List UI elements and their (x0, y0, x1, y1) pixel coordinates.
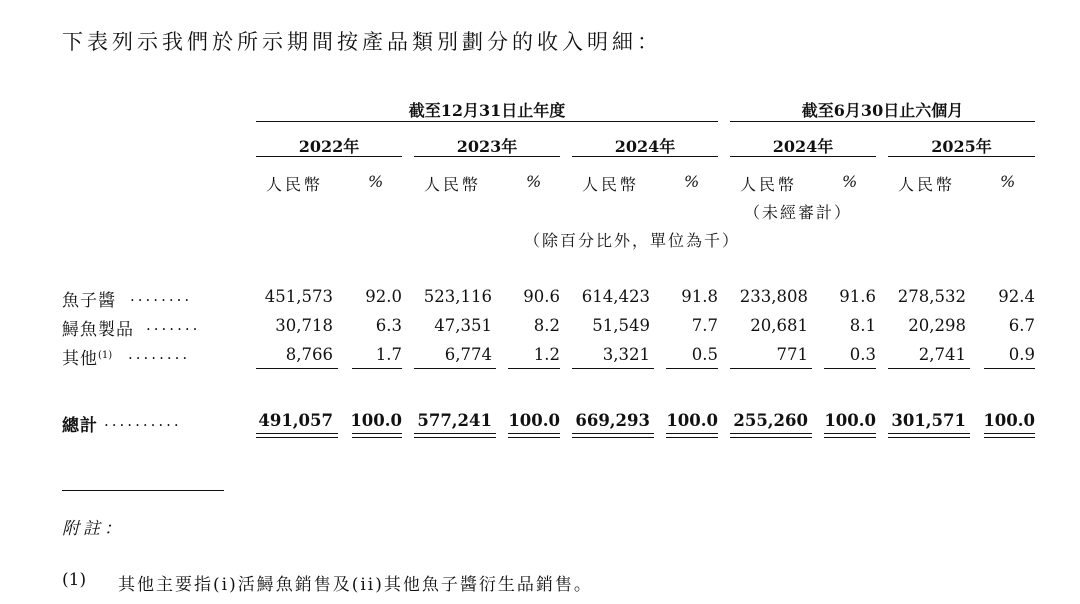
subtotal-rule (666, 368, 718, 369)
row-label (62, 344, 112, 369)
percent-cell: 0.5 (691, 345, 718, 364)
amount-cell: 3,321 (602, 345, 650, 364)
group-underline (256, 121, 718, 122)
total-double-rule (888, 433, 970, 438)
group-header: 截至6月30日止六個月 (801, 101, 964, 120)
amount-cell: 523,116 (423, 287, 492, 306)
amount-cell: 8,766 (285, 345, 333, 364)
currency-unit: 人民幣 (740, 175, 798, 194)
footnote-title: 附註： (62, 519, 125, 539)
leader-dots: .......... (104, 412, 182, 430)
amount-cell: 451,573 (264, 287, 333, 306)
amount-cell: 47,351 (434, 316, 492, 335)
group-underline (730, 121, 1035, 122)
subtotal-rule (730, 368, 812, 369)
footnote-ref: (1) (98, 350, 113, 361)
amount-cell: 614,423 (581, 287, 650, 306)
amount-cell: 51,549 (592, 316, 650, 335)
subtotal-rule (888, 368, 970, 369)
amount-cell: 30,718 (275, 316, 333, 335)
period-underline (414, 156, 560, 157)
unaudited-note: （未經審計） (744, 203, 853, 222)
period-underline (572, 156, 718, 157)
currency-unit: 人民幣 (266, 175, 324, 194)
percent-cell: 7.7 (691, 316, 718, 335)
total-amount: 669,293 (575, 411, 650, 430)
total-percent: 100.0 (824, 411, 876, 430)
percent-header: % (842, 172, 858, 191)
period-year: 2025年 (931, 137, 992, 156)
footnote-rule (62, 490, 224, 491)
period-year: 2024年 (772, 137, 834, 156)
footnote-text: 其他主要指(i)活鱘魚銷售及(ii)其他魚子醬衍生品銷售。 (118, 575, 593, 595)
group-header: 截至12月31日止年度 (408, 101, 566, 120)
total-double-rule (352, 433, 402, 438)
percent-cell: 91.6 (839, 287, 876, 306)
footnote-marker: (1) (62, 570, 87, 590)
percent-cell: 1.2 (533, 345, 560, 364)
period-year: 2022年 (298, 137, 360, 156)
total-double-rule (256, 433, 338, 438)
percent-cell: 91.8 (681, 287, 718, 306)
total-percent: 100.0 (508, 411, 560, 430)
period-underline (888, 156, 1035, 157)
subtotal-rule (572, 368, 654, 369)
percent-header: % (368, 172, 384, 191)
unit-note: （除百分比外，單位為千） (524, 231, 741, 250)
percent-cell: 90.6 (523, 287, 560, 306)
amount-cell: 20,681 (750, 316, 808, 335)
percent-header: % (684, 172, 700, 191)
period-year: 2024年 (614, 137, 676, 156)
percent-cell: 0.9 (1008, 345, 1035, 364)
amount-cell: 771 (776, 345, 808, 364)
leader-dots: ....... (146, 316, 201, 334)
row-label-text: 鱘魚製品 (62, 320, 134, 340)
leader-dots: ........ (128, 345, 191, 363)
amount-cell: 20,298 (908, 316, 966, 335)
percent-cell: 92.0 (365, 287, 402, 306)
total-amount: 301,571 (891, 411, 966, 430)
total-double-rule (572, 433, 654, 438)
currency-unit: 人民幣 (898, 175, 956, 194)
intro-text: 下表列示我們於所示期間按產品類別劃分的收入明細： (62, 30, 662, 54)
subtotal-rule (984, 368, 1035, 369)
total-double-rule (666, 433, 718, 438)
total-double-rule (824, 433, 876, 438)
period-underline (730, 156, 876, 157)
row-label (62, 286, 116, 311)
percent-cell: 1.7 (375, 345, 402, 364)
amount-cell: 2,741 (918, 345, 966, 364)
percent-header: % (526, 172, 542, 191)
total-percent: 100.0 (666, 411, 718, 430)
currency-unit: 人民幣 (582, 175, 640, 194)
row-label-text: 其他 (62, 349, 98, 369)
percent-cell: 92.4 (998, 287, 1035, 306)
percent-cell: 0.3 (849, 345, 876, 364)
subtotal-rule (256, 368, 338, 369)
total-double-rule (730, 433, 812, 438)
row-label (62, 315, 134, 340)
total-amount: 577,241 (417, 411, 492, 430)
leader-dots: ........ (130, 287, 193, 305)
percent-cell: 6.7 (1008, 316, 1035, 335)
currency-unit: 人民幣 (424, 175, 482, 194)
total-percent: 100.0 (983, 411, 1035, 430)
percent-cell: 6.3 (375, 316, 402, 335)
subtotal-rule (414, 368, 496, 369)
percent-cell: 8.1 (849, 316, 876, 335)
total-double-rule (984, 433, 1035, 438)
percent-cell: 8.2 (533, 316, 560, 335)
amount-cell: 278,532 (897, 287, 966, 306)
period-underline (256, 156, 402, 157)
subtotal-rule (824, 368, 876, 369)
subtotal-rule (508, 368, 560, 369)
total-double-rule (508, 433, 560, 438)
row-label-text: 魚子醬 (62, 291, 116, 311)
total-double-rule (414, 433, 496, 438)
amount-cell: 6,774 (444, 345, 492, 364)
total-amount: 255,260 (733, 411, 808, 430)
subtotal-rule (352, 368, 402, 369)
percent-header: % (1000, 172, 1016, 191)
amount-cell: 233,808 (739, 287, 808, 306)
total-label: 總計 (62, 416, 98, 436)
period-year: 2023年 (456, 137, 518, 156)
total-percent: 100.0 (350, 411, 402, 430)
total-amount: 491,057 (258, 411, 333, 430)
